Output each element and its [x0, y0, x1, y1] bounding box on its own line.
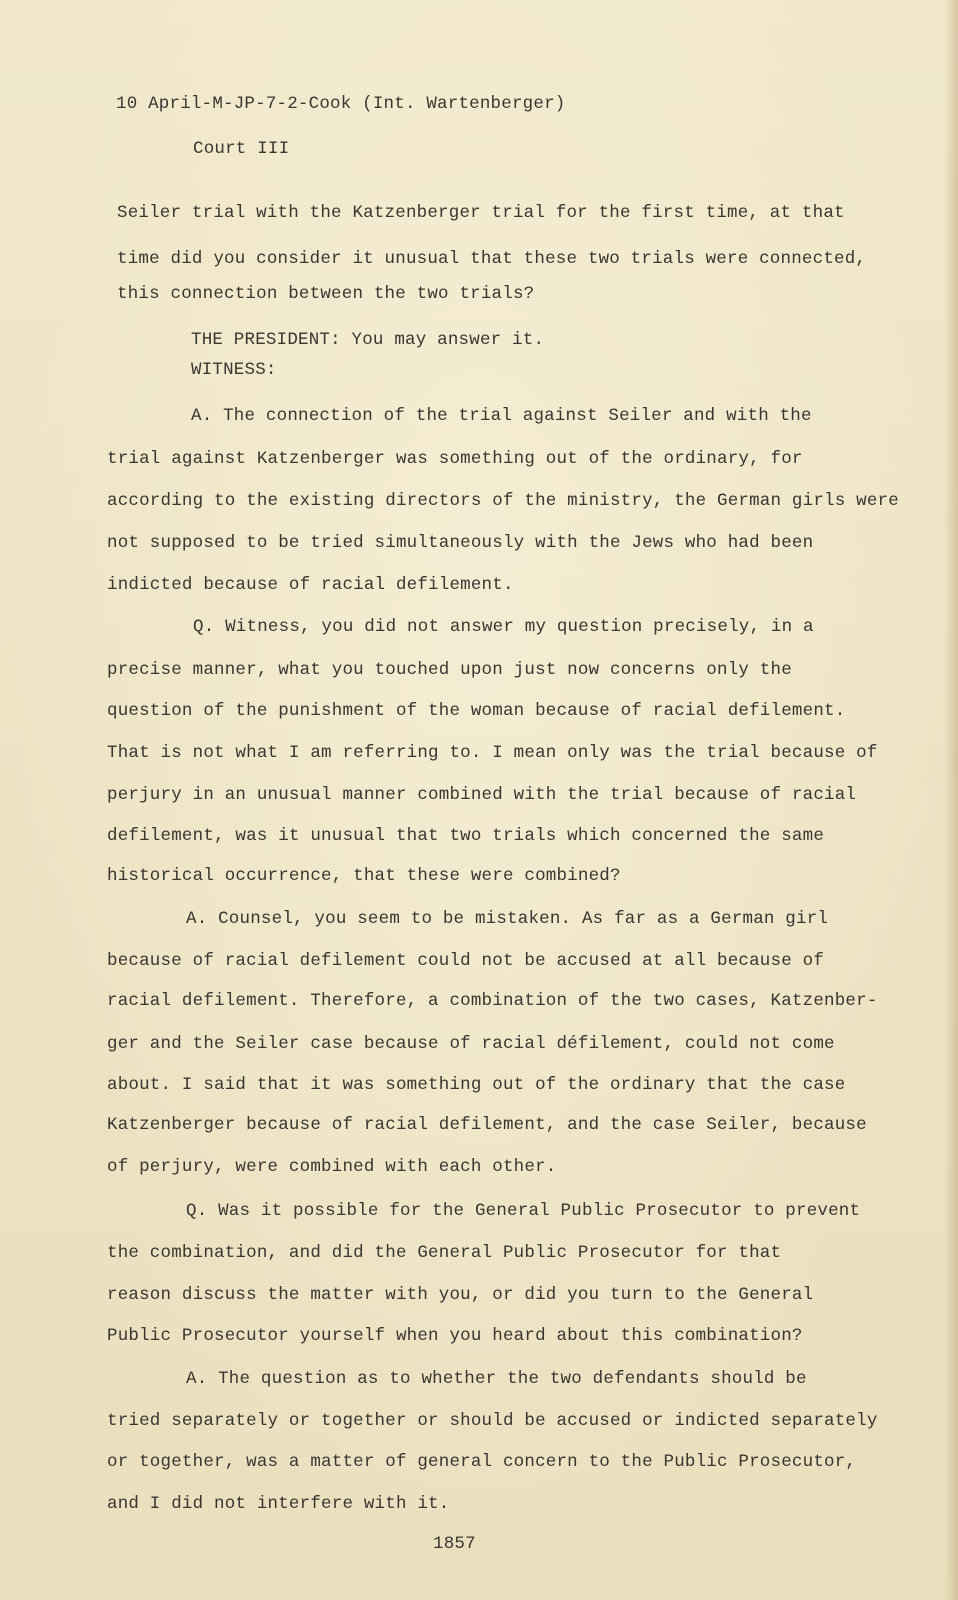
body-line: question of the punishment of the woman because of racial defilement.: [107, 701, 846, 721]
body-line: defilement, was it unusual that two trials which concerned the same: [107, 826, 825, 846]
body-line: according to the existing directors of the ministry, the German girls were: [107, 491, 899, 511]
body-line: not supposed to be tried simultaneously with the Jews who had been: [107, 533, 814, 553]
body-line-speaker-president: THE PRESIDENT: You may answer it.: [191, 330, 545, 350]
body-line: precise manner, what you touched upon just now concerns only the: [107, 660, 792, 680]
body-line: historical occurrence, that these were combined?: [107, 866, 621, 886]
body-line: Q. Was it possible for the General Public Prosecutor to prevent: [186, 1201, 861, 1221]
body-line: A. The connection of the trial against Seiler and with the: [191, 406, 812, 426]
body-line: Seiler trial with the Katzenberger trial for the first time, at that: [117, 203, 845, 223]
body-line: trial against Katzenberger was something out of the ordinary, for: [107, 449, 803, 469]
body-line: of perjury, were combined with each other.: [107, 1157, 557, 1177]
body-line: or together, was a matter of general concern to the Public Prosecutor,: [107, 1452, 857, 1472]
page-edge-shadow: [944, 0, 958, 1600]
body-line: racial defilement. Therefore, a combination of the two cases, Katzenber-: [107, 991, 878, 1011]
body-line: the combination, and did the General Public Prosecutor for that: [107, 1243, 782, 1263]
body-line: indicted because of racial defilement.: [107, 575, 514, 595]
page-number: 1857: [433, 1534, 476, 1554]
body-line: ger and the Seiler case because of racial défilement, could not come: [107, 1034, 835, 1054]
body-line: and I did not interfere with it.: [107, 1494, 450, 1514]
header-reference: 10 April-M-JP-7-2-Cook (Int. Wartenberger): [116, 94, 566, 114]
body-line: Katzenberger because of racial defilement, and the case Seiler, because: [107, 1115, 867, 1135]
body-line: about. I said that it was something out of the ordinary that the case: [107, 1075, 846, 1095]
body-line: That is not what I am referring to. I mean only was the trial because of: [107, 743, 878, 763]
body-line: A. The question as to whether the two defendants should be: [186, 1369, 807, 1389]
body-line: time did you consider it unusual that these two trials were connected,: [117, 249, 867, 269]
body-line: Q. Witness, you did not answer my question precisely, in a: [193, 617, 814, 637]
body-line: reason discuss the matter with you, or did you turn to the General: [107, 1285, 814, 1305]
body-line: perjury in an unusual manner combined with the trial because of racial: [107, 785, 857, 805]
body-line-speaker-witness: WITNESS:: [191, 360, 277, 380]
body-line: Public Prosecutor yourself when you heard about this combination?: [107, 1326, 803, 1346]
header-court: Court III: [193, 139, 290, 159]
body-line: A. Counsel, you seem to be mistaken. As far as a German girl: [186, 909, 829, 929]
body-line: tried separately or together or should be accused or indicted separately: [107, 1411, 878, 1431]
body-line: this connection between the two trials?: [117, 284, 535, 304]
body-line: because of racial defilement could not be accused at all because of: [107, 951, 825, 971]
